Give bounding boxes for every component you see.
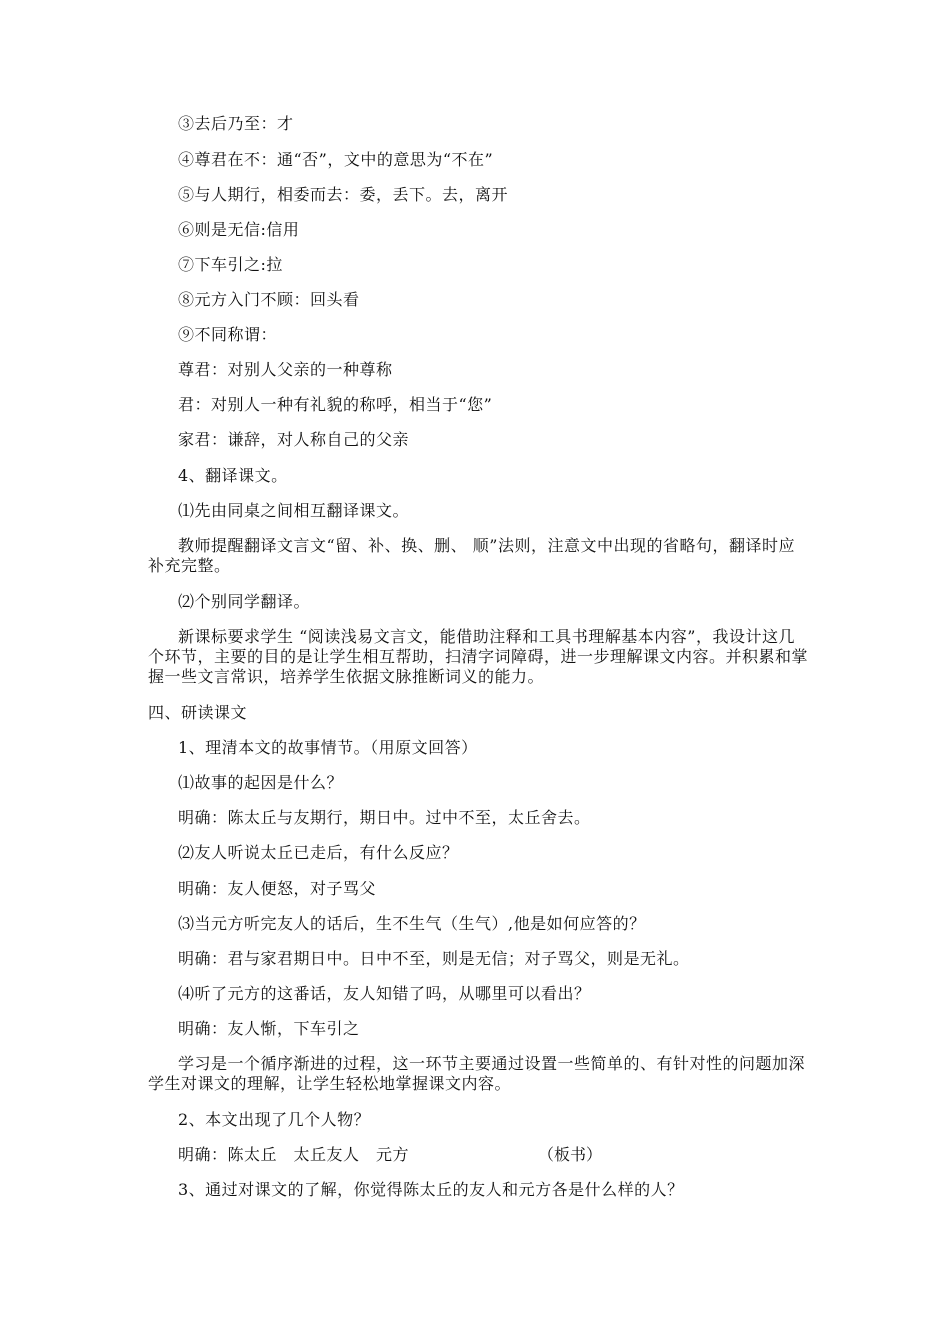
question-1: ⑴故事的起因是什么？ (178, 773, 344, 792)
teacher-tip-paragraph: 教师提醒翻译文言文“留、补、换、删、 顺”法则，注意文中出现的省略句，翻译时应补充完整。 (148, 536, 795, 575)
answer-2: 明确：友人便怒，对子骂父 (178, 879, 377, 898)
section-4-heading: 四、研读课文 (148, 703, 248, 722)
board-note: （板书） (538, 1145, 603, 1164)
step-4-heading: 4、翻译课文。 (178, 466, 288, 485)
term-jun: 君：对别人一种有礼貌的称呼，相当于“您” (178, 395, 493, 414)
answer-characters: 明确：陈太丘 太丘友人 元方 (178, 1145, 410, 1164)
term-jiajun: 家君：谦辞，对人称自己的父亲 (178, 430, 410, 449)
note-3: ③去后乃至：才 (178, 114, 294, 133)
step-1-heading: 1、理清本文的故事情节。（用原文回答） (178, 738, 478, 757)
note-6: ⑥则是无信:信用 (178, 220, 300, 239)
answer-3: 明确：君与家君期日中。日中不至，则是无信；对子骂父，则是无礼。 (178, 949, 690, 968)
note-5: ⑤与人期行，相委而去：委，丢下。去，离开 (178, 185, 509, 204)
note-4: ④尊君在不：通“否”，文中的意思为“不在” (178, 150, 494, 169)
curriculum-paragraph: 新课标要求学生 “阅读浅易文言文，能借助注释和工具书理解基本内容”，我设计这几个环节，主要的目的是让学生相互帮助，扫清字词障碍，进一步理解课文内容。并积累和掌握一些文言常识，培养学生依据文脉推断词义的能力。 (148, 627, 809, 686)
note-9: ⑨不同称谓： (178, 325, 278, 344)
note-7: ⑦下车引之:拉 (178, 255, 283, 274)
note-8: ⑧元方入门不顾：回头看 (178, 290, 360, 309)
step-3-heading: 3、通过对课文的了解，你觉得陈太丘的友人和元方各是什么样的人？ (178, 1180, 684, 1199)
question-4: ⑷听了元方的这番话，友人知错了吗，从哪里可以看出？ (178, 984, 591, 1003)
step-4-1: ⑴先由同桌之间相互翻译课文。 (178, 501, 410, 520)
answer-4: 明确：友人惭，下车引之 (178, 1019, 360, 1038)
question-3: ⑶当元方听完友人的话后，生不生气（生气）,他是如何应答的？ (178, 914, 646, 933)
step-4-2: ⑵个别同学翻译。 (178, 592, 311, 611)
step-2-heading: 2、本文出现了几个人物？ (178, 1110, 371, 1129)
term-zunjun: 尊君：对别人父亲的一种尊称 (178, 360, 393, 379)
question-2: ⑵友人听说太丘已走后，有什么反应？ (178, 843, 459, 862)
answer-1: 明确：陈太丘与友期行，期日中。过中不至，太丘舍去。 (178, 808, 591, 827)
learning-paragraph: 学习是一个循序渐进的过程，这一环节主要通过设置一些简单的、有针对性的问题加深学生对课文的理解，让学生轻松地掌握课文内容。 (148, 1054, 806, 1093)
